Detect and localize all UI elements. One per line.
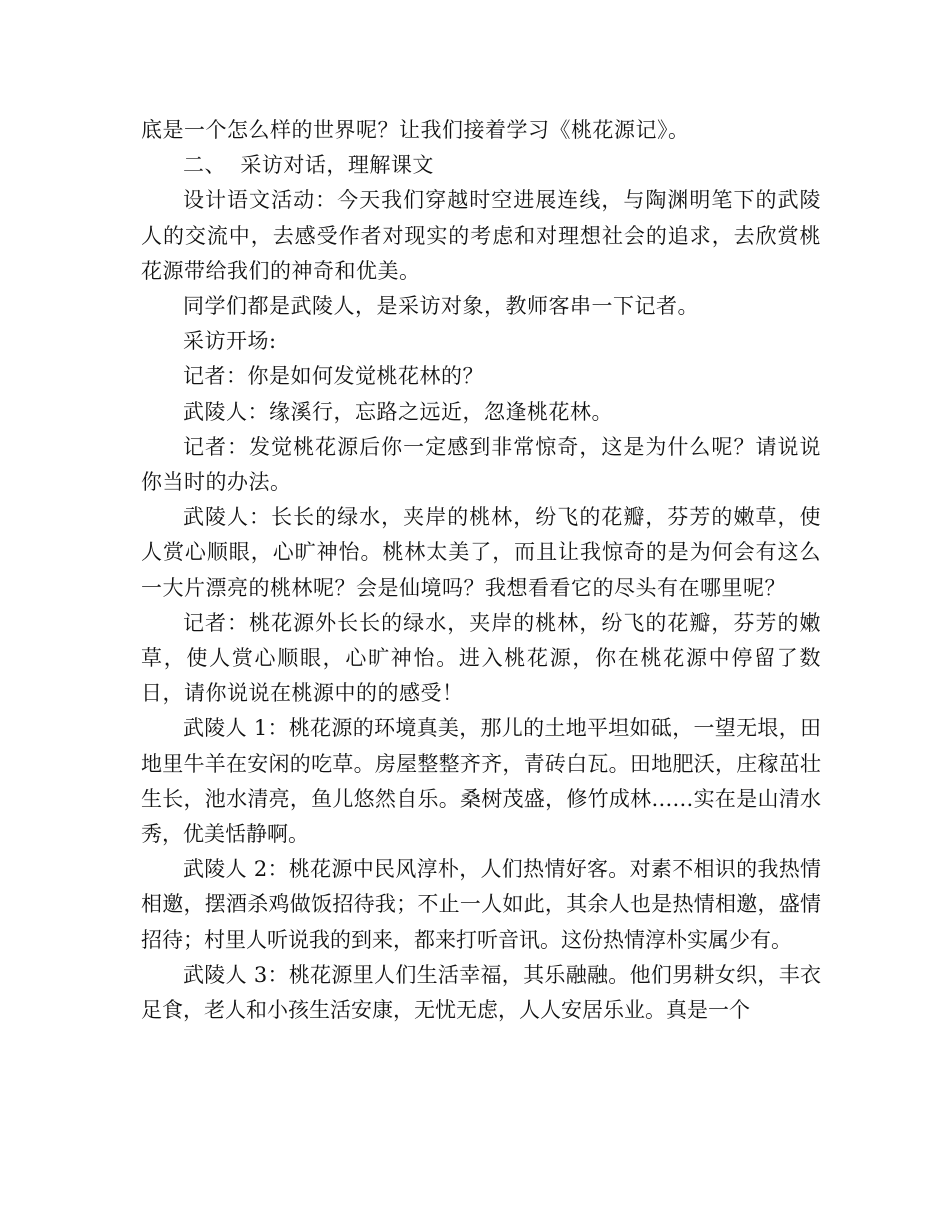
dialogue-line: 武陵人 3：桃花源里人们生活幸福，其乐融融。他们男耕女织，丰衣足食，老人和小孩生活安康，无忧无虑，人人安居乐业。真是一个 [141, 962, 821, 1023]
paragraph-continuation: 底是一个怎么样的世界呢？让我们接着学习《桃花源记》。 [141, 118, 690, 142]
dialogue-line: 记者：桃花源外长长的绿水，夹岸的桃林，纷飞的花瓣，芬芳的嫩草，使人赏心顺眼，心旷神怡。进入桃花源，你在桃花源中停留了数日，请你说说在桃源中的的感受！ [141, 610, 821, 706]
dialogue-line: 记者：你是如何发觉桃花林的？ [183, 364, 484, 389]
dialogue-line: 武陵人：缘溪行，忘路之远近，忽逢桃花林。 [183, 399, 613, 424]
dialogue-line: 武陵人 1：桃花源的环境真美，那儿的土地平坦如砥，一望无垠，田地里牛羊在安闲的吃草。房屋整整齐齐，青砖白瓦。田地肥沃，庄稼茁壮生长，池水清亮，鱼儿悠然自乐。桑树茂盛，修竹成林……实在是山清水秀，优美恬静啊。 [141, 716, 821, 847]
paragraph-activity: 设计语文活动：今天我们穿越时空进展连线，与陶渊明笔下的武陵人的交流中，去感受作者对现实的考虑和对理想社会的追求，去欣赏桃花源带给我们的神奇和优美。 [141, 188, 821, 283]
document-body [141, 113, 821, 1028]
dialogue-line: 武陵人：长长的绿水，夹岸的桃林，纷飞的花瓣，芬芳的嫩草，使人赏心顺眼，心旷神怡。桃林太美了，而且让我惊奇的是为何会有这么一大片漂亮的桃林呢？会是仙境吗？我想看看它的尽头有在哪里呢？ [141, 505, 821, 600]
paragraph-interview-start: 采访开场: [183, 329, 277, 354]
dialogue-line: 记者：发觉桃花源后你一定感到非常惊奇，这是为什么呢？请说说你当时的办法。 [141, 434, 821, 495]
dialogue-line: 武陵人 2：桃花源中民风淳朴，人们热情好客。对素不相识的我热情相邀，摆酒杀鸡做饭招待我；不止一人如此，其余人也是热情相邀，盛情招待；村里人听说我的到来，都来打听音讯。这份热情淳朴实属少有。 [141, 857, 821, 952]
section-heading: 二、 采访对话，理解课文 [183, 153, 434, 178]
paragraph-roles: 同学们都是武陵人，是采访对象，教师客串一下记者。 [183, 294, 699, 319]
